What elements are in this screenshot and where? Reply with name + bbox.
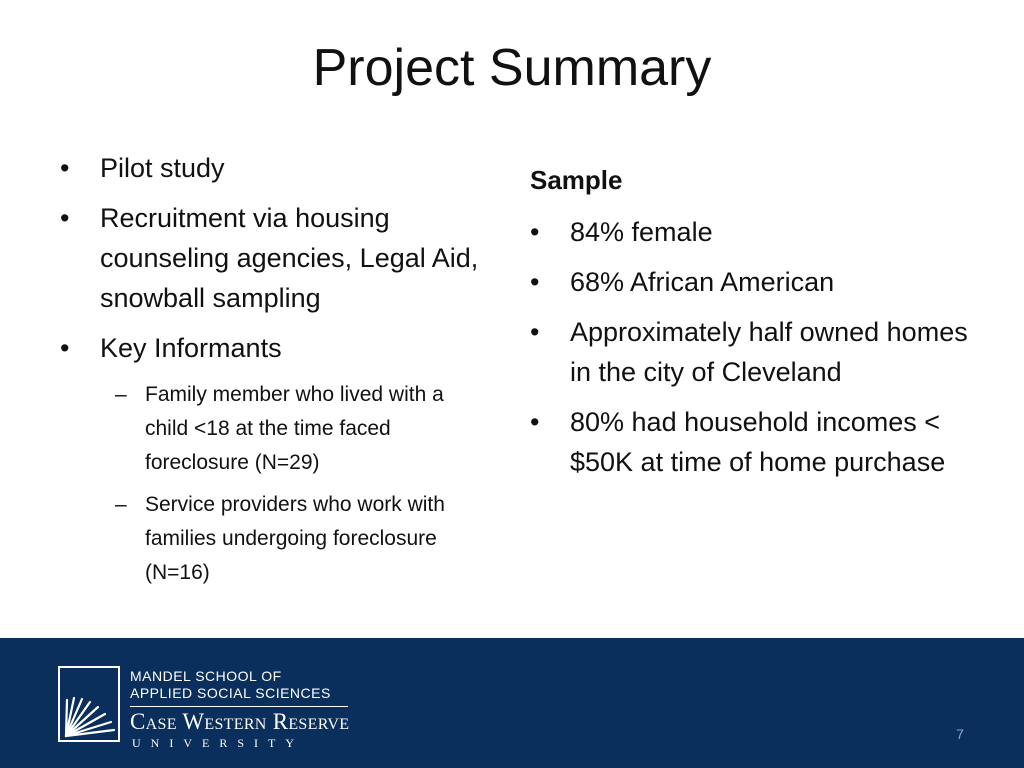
sunburst-logo-icon: [58, 666, 120, 742]
sample-heading: Sample: [530, 165, 623, 195]
bullet-icon: •: [530, 317, 540, 347]
bullet-text: 68% African American: [570, 267, 835, 297]
bullet-icon: •: [530, 407, 540, 437]
bullet-item: [530, 262, 970, 302]
logo-divider: [130, 706, 348, 707]
bullet-item: [530, 312, 970, 392]
bullet-icon: •: [60, 333, 70, 363]
bullet-text: 80% had household incomes < $50K at time of home purchase: [570, 407, 946, 477]
bullet-text: Pilot study: [100, 153, 225, 183]
university-name: Case Western Reserve: [130, 709, 350, 734]
sub-bullet-item: [60, 378, 480, 480]
footer-bar: [0, 638, 1024, 768]
bullet-icon: •: [530, 267, 540, 297]
sub-bullet-text: Family member who lived with a child <18 at the time faced foreclosure (N=29): [145, 383, 444, 474]
school-name: [130, 668, 331, 702]
bullet-text: 84% female: [570, 217, 713, 247]
bullet-text: Approximately half owned homes in the city of Cleveland: [570, 317, 968, 387]
bullet-text: Key Informants: [100, 333, 282, 363]
bullet-icon: •: [60, 153, 70, 183]
school-name-line: APPLIED SOCIAL SCIENCES: [130, 685, 331, 701]
page-number: 7: [956, 726, 964, 742]
sub-bullet-item: [60, 488, 480, 590]
university-word: UNIVERSITY: [132, 736, 304, 750]
slide-title: Project Summary: [312, 39, 712, 97]
bullet-icon: •: [60, 203, 70, 233]
bullet-item: [60, 198, 480, 318]
bullet-text: Recruitment via housing counseling agencies, Legal Aid, snowball sampling: [100, 203, 479, 313]
school-name-line: MANDEL SCHOOL OF: [130, 668, 282, 684]
sub-bullet-text: Service providers who work with families undergoing foreclosure (N=16): [145, 493, 445, 584]
dash-icon: –: [115, 383, 127, 406]
bullet-icon: •: [530, 217, 540, 247]
bullet-item: [530, 402, 970, 482]
bullet-item: [60, 328, 480, 368]
dash-icon: –: [115, 493, 127, 516]
right-column: [530, 160, 970, 492]
bullet-item: [530, 212, 970, 252]
left-column: [60, 148, 480, 598]
bullet-item: [60, 148, 480, 188]
